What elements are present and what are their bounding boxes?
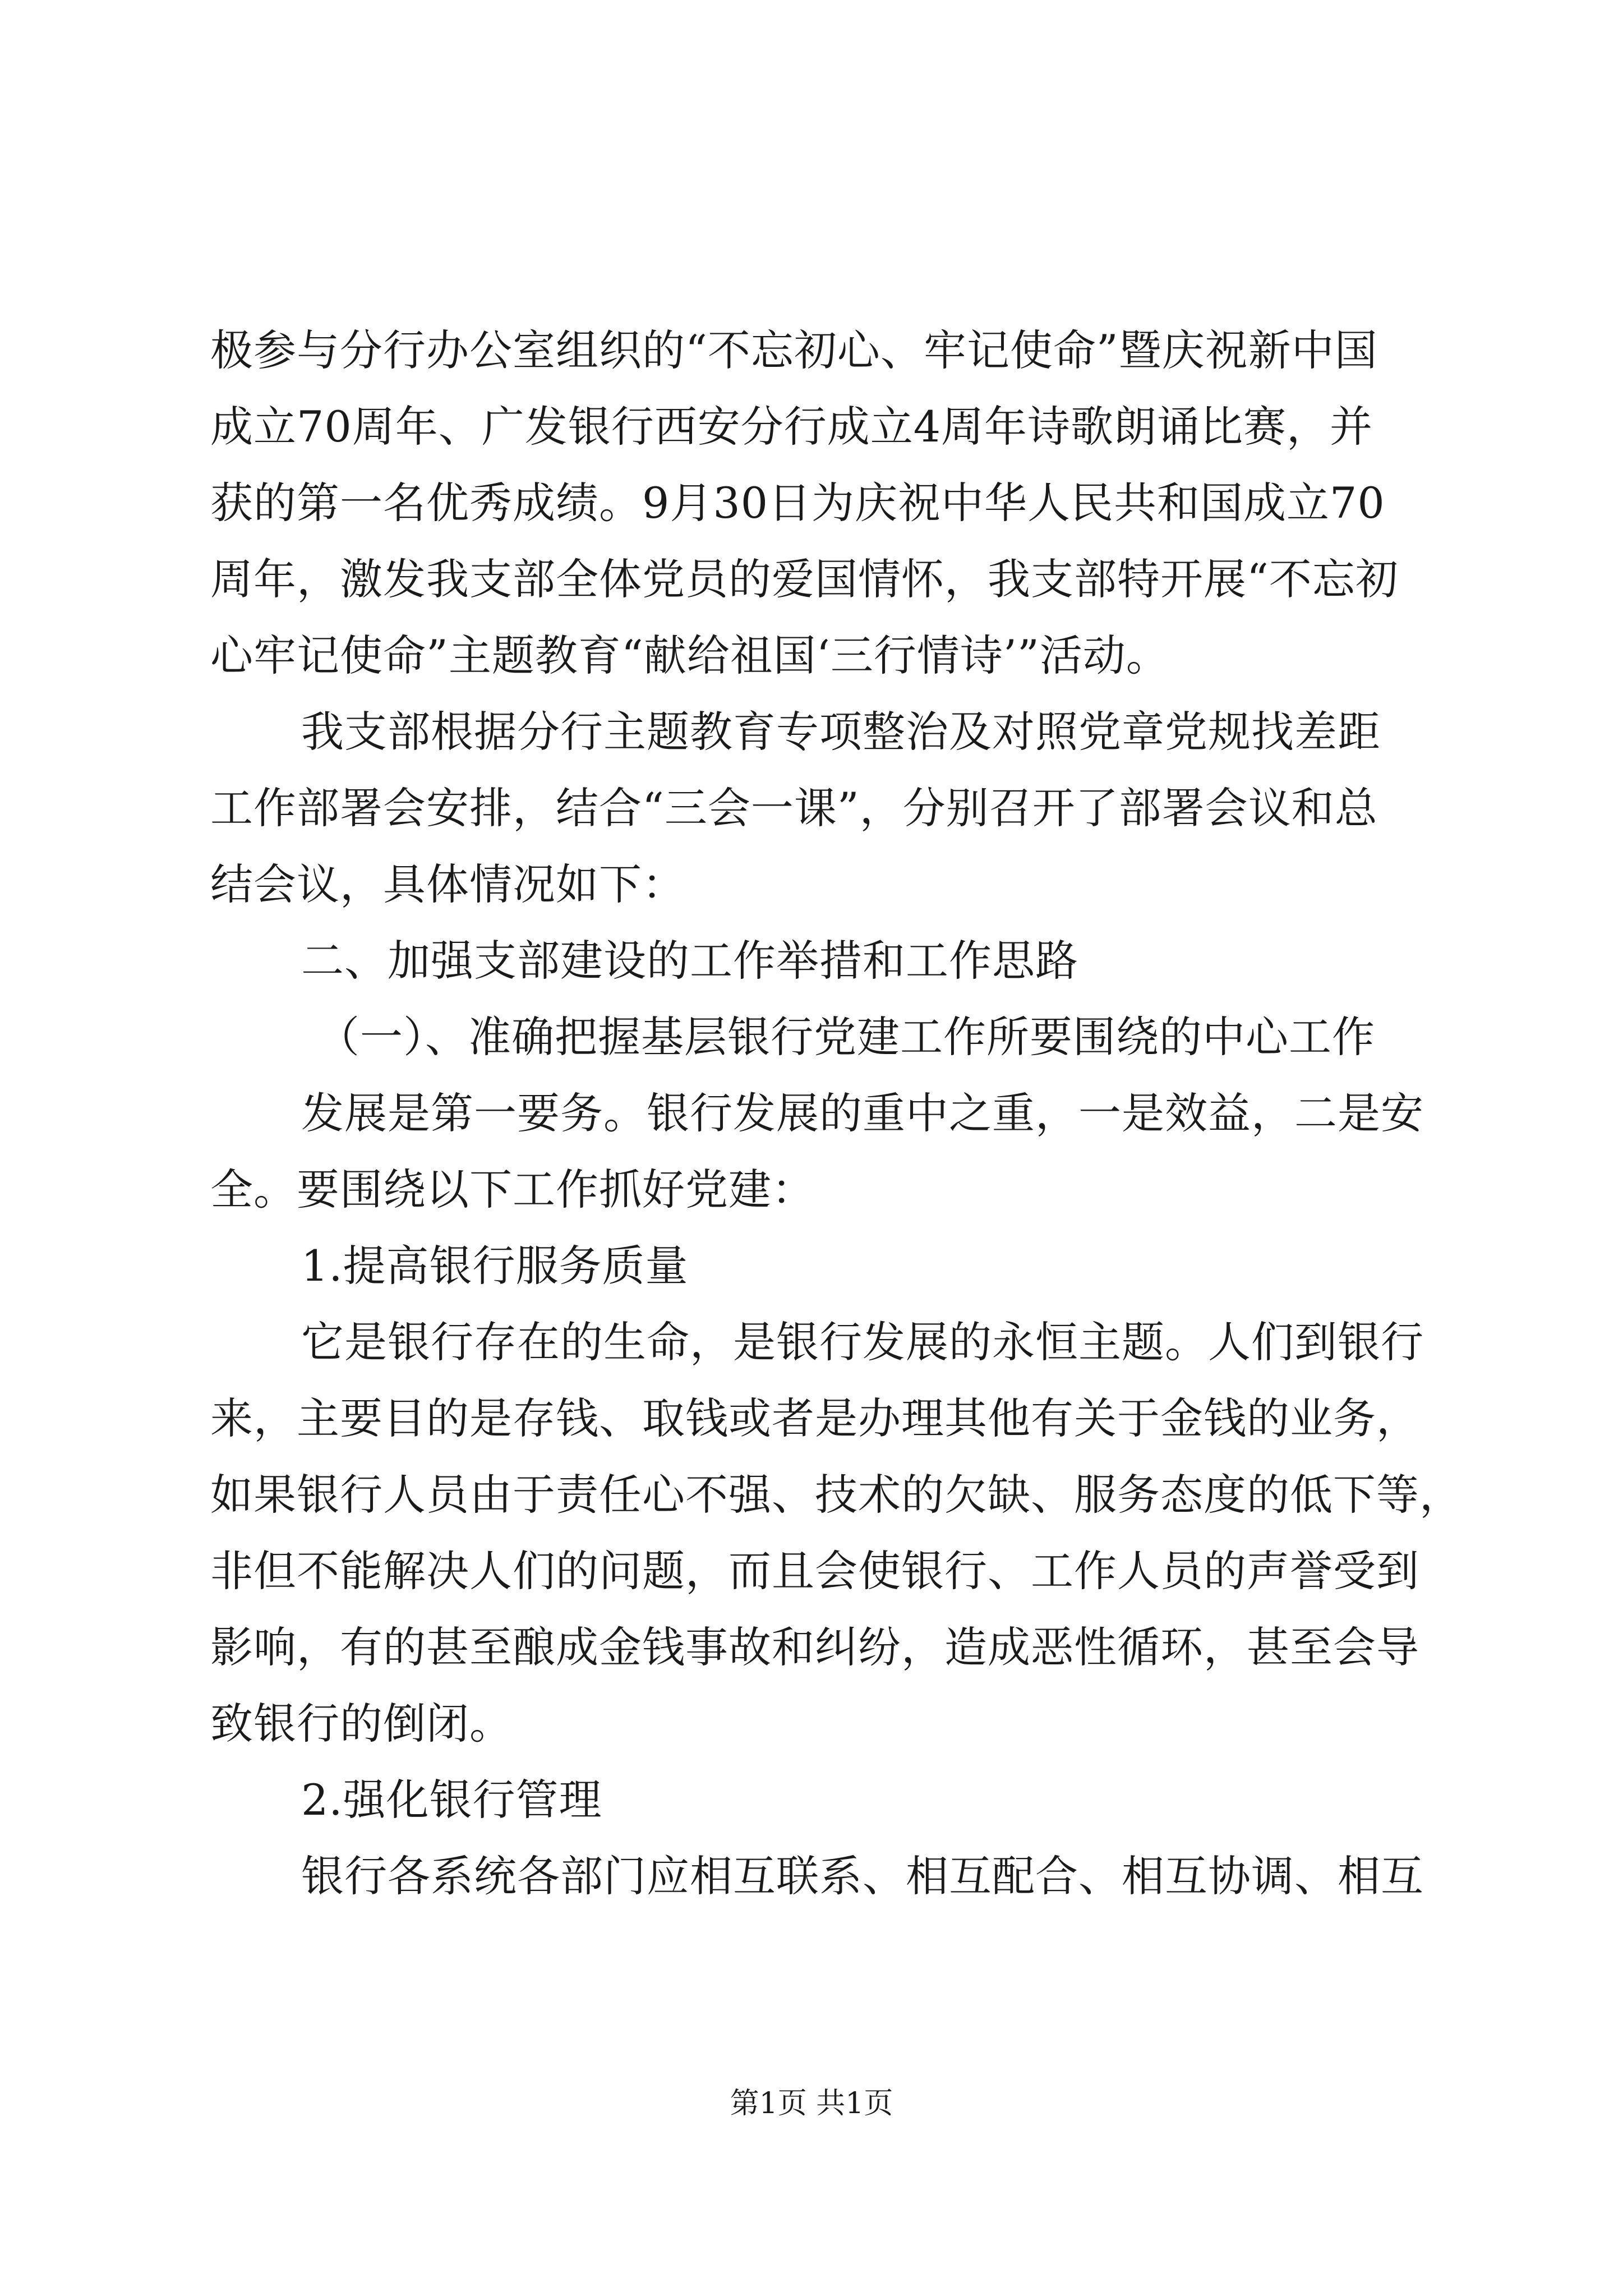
body-line-19: 致银行的倒闭。 (210, 1699, 513, 1749)
body-line-16: 如果银行人员由于责任心不强、技术的欠缺、服务态度的低下等， (210, 1470, 1463, 1520)
body-line-1: 极参与分行办公室组织的“不忘初心、牢记使命”暨庆祝新中国 (210, 325, 1378, 375)
body-line-17: 非但不能解决人们的问题，而且会使银行、工作人员的声誉受到 (210, 1546, 1419, 1596)
page-footer: 第1页 共1页 (730, 2087, 893, 2120)
body-line-7: 工作部署会安排，结合“三会一课”，分别召开了部署会议和总 (210, 783, 1378, 833)
item-heading-2: 2.强化银行管理 (301, 1775, 602, 1825)
body-line-4: 周年，激发我支部全体党员的爱国情怀，我支部特开展“不忘初 (210, 554, 1399, 604)
paragraph-line-14: 它是银行存在的生命，是银行发展的永恒主题。人们到银行 (301, 1317, 1424, 1367)
body-line-8: 结会议，具体情况如下： (210, 859, 685, 909)
section-heading: 二、加强支部建设的工作举措和工作思路 (301, 936, 1078, 986)
paragraph-line-6: 我支部根据分行主题教育专项整治及对照党章党规找差距 (301, 707, 1381, 757)
subsection-heading: （一）、准确把握基层银行党建工作所要围绕的中心工作 (317, 1012, 1375, 1062)
body-line-2: 成立70周年、广发银行西安分行成立4周年诗歌朗诵比赛，并 (210, 402, 1373, 452)
body-line-18: 影响，有的甚至酿成金钱事故和纠纷，造成恶性循环，甚至会导 (210, 1622, 1419, 1672)
body-line-3: 获的第一名优秀成绩。9月30日为庆祝中华人民共和国成立70 (210, 478, 1385, 528)
item-heading-1: 1.提高银行服务质量 (301, 1241, 689, 1291)
body-line-5: 心牢记使命”主题教育“献给祖国‘三行情诗’”活动。 (210, 631, 1169, 680)
paragraph-line-21: 银行各系统各部门应相互联系、相互配合、相互协调、相互 (301, 1851, 1424, 1901)
body-line-12: 全。要围绕以下工作抓好党建： (210, 1165, 815, 1214)
paragraph-line-11: 发展是第一要务。银行发展的重中之重，一是效益，二是安 (301, 1088, 1424, 1138)
body-line-15: 来，主要目的是存钱、取钱或者是办理其他有关于金钱的业务， (210, 1393, 1419, 1443)
